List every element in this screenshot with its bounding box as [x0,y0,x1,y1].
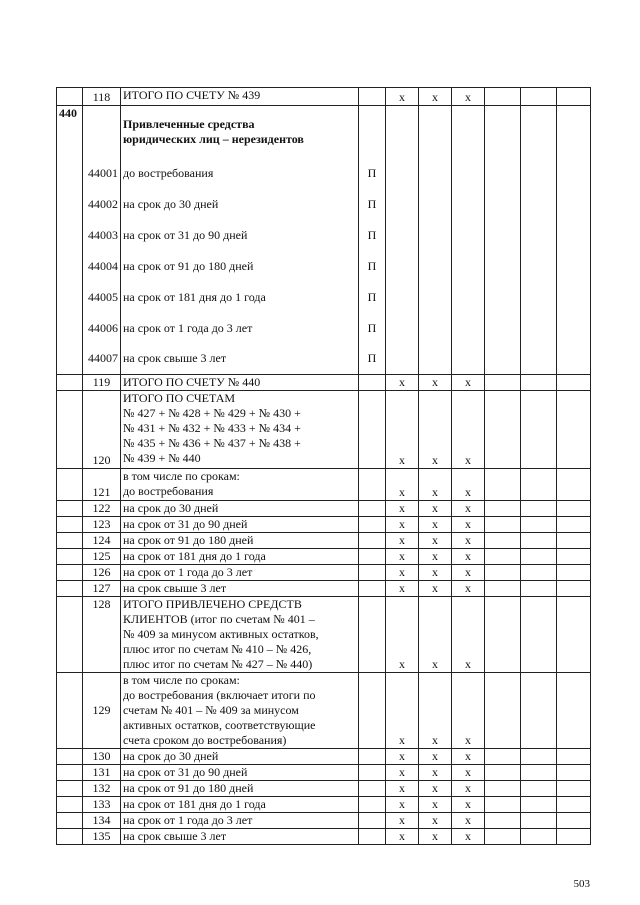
x-mark-cell: x [419,565,452,581]
value-cell [485,313,521,344]
x-mark-cell: x [419,749,452,765]
value-cell [419,313,452,344]
value-cell [485,597,521,673]
type-cell: П [359,251,386,282]
x-mark-cell: x [452,88,485,106]
type-cell [359,88,386,106]
type-cell [359,781,386,797]
value-cell [521,549,557,565]
account-number-cell [57,797,83,813]
value-cell [485,581,521,597]
x-mark-cell: x [452,501,485,517]
value-cell [557,597,591,673]
sub-account-code-cell [83,106,121,158]
table-row [57,565,591,581]
x-mark-cell: x [386,797,419,813]
type-cell: П [359,282,386,313]
account-number-cell [57,673,83,749]
x-mark-cell: x [452,469,485,501]
value-cell [557,813,591,829]
type-cell [359,391,386,469]
value-cell [485,765,521,781]
x-mark-cell: x [386,517,419,533]
type-cell [359,106,386,158]
row-label-cell: ИТОГО ПО СЧЕТУ № 439 [121,88,359,106]
x-mark-cell: x [419,673,452,749]
value-cell [386,282,419,313]
type-cell: П [359,220,386,251]
value-cell [557,565,591,581]
x-mark-cell: x [419,829,452,845]
value-cell [557,189,591,220]
type-cell [359,797,386,813]
value-cell [386,313,419,344]
value-cell [557,88,591,106]
table-row [57,797,591,813]
sub-account-code-cell: 44001 [83,158,121,189]
row-label-cell: ИТОГО ПО СЧЕТУ № 440 [121,375,359,391]
value-cell [386,251,419,282]
table-row [57,749,591,765]
sub-account-code-cell: 44006 [83,313,121,344]
account-number-cell [57,517,83,533]
account-number-cell [57,813,83,829]
row-label-cell: на срок от 91 до 180 дней [121,781,359,797]
row-number-cell: 132 [83,781,121,797]
row-number-cell: 121 [83,469,121,501]
x-mark-cell: x [452,797,485,813]
value-cell [521,106,557,158]
table-row [57,88,591,106]
row-label-cell: на срок свыше 3 лет [121,829,359,845]
row-number-cell: 134 [83,813,121,829]
value-cell [452,220,485,251]
value-cell [485,797,521,813]
type-cell [359,597,386,673]
value-cell [557,517,591,533]
x-mark-cell: x [419,391,452,469]
value-cell [557,282,591,313]
row-label-cell: на срок до 30 дней [121,501,359,517]
value-cell [452,282,485,313]
table-row [57,549,591,565]
table-row [57,189,591,220]
account-number-cell [57,565,83,581]
table-row [57,251,591,282]
account-number-cell [57,282,83,313]
row-label-cell: на срок до 30 дней [121,749,359,765]
account-number-cell [57,533,83,549]
x-mark-cell: x [452,597,485,673]
value-cell [485,829,521,845]
row-number-cell: 127 [83,581,121,597]
table-row [57,313,591,344]
account-number-cell [57,749,83,765]
value-cell [485,533,521,549]
value-cell [557,673,591,749]
value-cell [386,189,419,220]
x-mark-cell: x [386,549,419,565]
x-mark-cell: x [386,375,419,391]
value-cell [521,565,557,581]
table-row [57,501,591,517]
row-number-cell: 118 [83,88,121,106]
account-number-cell [57,549,83,565]
account-number-cell [57,313,83,344]
table-row [57,517,591,533]
x-mark-cell: x [386,533,419,549]
x-mark-cell: x [386,565,419,581]
value-cell [419,251,452,282]
accounts-table [56,87,591,845]
type-cell [359,749,386,765]
row-number-cell: 124 [83,533,121,549]
x-mark-cell: x [386,813,419,829]
value-cell [485,673,521,749]
account-number-cell [57,581,83,597]
type-cell [359,517,386,533]
table-row [57,375,591,391]
row-label-cell: на срок от 91 до 180 дней [121,251,359,282]
value-cell [521,391,557,469]
row-label-cell: на срок свыше 3 лет [121,344,359,375]
value-cell [452,251,485,282]
x-mark-cell: x [386,781,419,797]
value-cell [521,533,557,549]
row-number-cell: 129 [83,673,121,749]
type-cell [359,375,386,391]
value-cell [521,88,557,106]
x-mark-cell: x [452,673,485,749]
account-number-cell [57,469,83,501]
x-mark-cell: x [419,533,452,549]
row-label-cell: ИТОГО ПО СЧЕТАМ № 427 + № 428 + № 429 + № 430 + № 431 + № 432 + № 433 + № 434 + № 435 + № 436 + № 437 + № 438 + № 439 + № 440 [121,391,359,469]
value-cell [521,597,557,673]
x-mark-cell: x [386,501,419,517]
value-cell [557,797,591,813]
x-mark-cell: x [452,391,485,469]
x-mark-cell: x [452,375,485,391]
account-number-cell [57,158,83,189]
value-cell [557,220,591,251]
row-number-cell: 135 [83,829,121,845]
row-number-cell: 119 [83,375,121,391]
row-number-cell: 131 [83,765,121,781]
value-cell [485,549,521,565]
type-cell: П [359,158,386,189]
type-cell [359,829,386,845]
value-cell [386,106,419,158]
row-number-cell: 125 [83,549,121,565]
account-number-cell [57,501,83,517]
sub-account-code-cell: 44002 [83,189,121,220]
row-label-cell: на срок от 31 до 90 дней [121,765,359,781]
table-row [57,829,591,845]
value-cell [485,106,521,158]
value-cell [386,158,419,189]
row-number-cell: 122 [83,501,121,517]
row-label-cell: на срок от 181 дня до 1 года [121,797,359,813]
type-cell [359,765,386,781]
row-number-cell: 133 [83,797,121,813]
value-cell [521,189,557,220]
x-mark-cell: x [452,749,485,765]
table-row [57,781,591,797]
value-cell [452,313,485,344]
x-mark-cell: x [419,88,452,106]
account-number-cell [57,781,83,797]
x-mark-cell: x [386,88,419,106]
value-cell [386,220,419,251]
value-cell [485,88,521,106]
value-cell [485,813,521,829]
table-row [57,533,591,549]
x-mark-cell: x [452,517,485,533]
sub-account-code-cell: 44005 [83,282,121,313]
value-cell [521,251,557,282]
x-mark-cell: x [386,765,419,781]
x-mark-cell: x [419,781,452,797]
value-cell [452,158,485,189]
value-cell [557,391,591,469]
row-label-cell: ИТОГО ПРИВЛЕЧЕНО СРЕДСТВ КЛИЕНТОВ (итог по счетам № 401 – № 409 за минусом активных остатков, плюс итог по счетам № 410 – № 426, плюс итог по счетам № 427 – № 440) [121,597,359,673]
value-cell [485,375,521,391]
account-number-cell [57,220,83,251]
value-cell [557,533,591,549]
account-number-cell [57,88,83,106]
x-mark-cell: x [419,517,452,533]
value-cell [521,517,557,533]
x-mark-cell: x [452,781,485,797]
value-cell [557,106,591,158]
value-cell [485,251,521,282]
x-mark-cell: x [452,565,485,581]
value-cell [521,765,557,781]
value-cell [419,220,452,251]
value-cell [557,581,591,597]
value-cell [521,813,557,829]
type-cell: П [359,189,386,220]
x-mark-cell: x [386,673,419,749]
row-label-cell: на срок от 181 дня до 1 года [121,282,359,313]
value-cell [485,158,521,189]
table-row [57,220,591,251]
x-mark-cell: x [452,829,485,845]
value-cell [485,391,521,469]
value-cell [557,251,591,282]
value-cell [521,313,557,344]
account-number-cell [57,829,83,845]
x-mark-cell: x [386,829,419,845]
value-cell [521,344,557,375]
value-cell [419,344,452,375]
value-cell [419,189,452,220]
value-cell [557,158,591,189]
value-cell [521,581,557,597]
value-cell [485,469,521,501]
row-label-cell: на срок до 30 дней [121,189,359,220]
account-number-cell [57,597,83,673]
value-cell [485,220,521,251]
x-mark-cell: x [419,469,452,501]
value-cell [521,829,557,845]
x-mark-cell: x [419,375,452,391]
x-mark-cell: x [386,391,419,469]
account-number-cell [57,189,83,220]
sub-account-code-cell: 44004 [83,251,121,282]
row-number-cell: 128 [83,597,121,673]
x-mark-cell: x [452,581,485,597]
row-label-cell: на срок от 1 года до 3 лет [121,813,359,829]
value-cell [521,781,557,797]
account-number-cell [57,375,83,391]
x-mark-cell: x [419,813,452,829]
value-cell [419,282,452,313]
table-row [57,391,591,469]
type-cell [359,533,386,549]
value-cell [557,765,591,781]
x-mark-cell: x [386,469,419,501]
type-cell [359,501,386,517]
table-row [57,813,591,829]
sub-account-code-cell: 44007 [83,344,121,375]
table-row [57,673,591,749]
value-cell [557,549,591,565]
row-label-cell: в том числе по срокам: до востребования [121,469,359,501]
value-cell [557,344,591,375]
row-label-cell: в том числе по срокам: до востребования (включает итоги по счетам № 401 – № 409 за минусом активных остатков, соответствующие счета сроком до востребования) [121,673,359,749]
table-row [57,581,591,597]
type-cell [359,549,386,565]
value-cell [452,189,485,220]
row-label-cell: на срок от 1 года до 3 лет [121,313,359,344]
table-row [57,282,591,313]
x-mark-cell: x [386,597,419,673]
account-number-cell: 440 [57,106,83,158]
row-label-cell: на срок от 31 до 90 дней [121,517,359,533]
row-label-cell: на срок от 181 дня до 1 года [121,549,359,565]
value-cell [419,106,452,158]
value-cell [557,829,591,845]
type-cell [359,565,386,581]
value-cell [521,501,557,517]
account-number-cell [57,765,83,781]
value-cell [485,565,521,581]
value-cell [485,344,521,375]
value-cell [557,375,591,391]
value-cell [521,375,557,391]
x-mark-cell: x [386,749,419,765]
row-label-cell: Привлеченные средства юридических лиц – нерезидентов [121,106,359,158]
value-cell [485,781,521,797]
x-mark-cell: x [419,597,452,673]
type-cell: П [359,344,386,375]
x-mark-cell: x [452,813,485,829]
x-mark-cell: x [419,765,452,781]
x-mark-cell: x [419,797,452,813]
row-number-cell: 123 [83,517,121,533]
table-row [57,597,591,673]
page-number: 503 [573,878,590,890]
value-cell [557,469,591,501]
value-cell [485,282,521,313]
value-cell [452,344,485,375]
value-cell [485,501,521,517]
value-cell [557,749,591,765]
value-cell [557,313,591,344]
value-cell [557,501,591,517]
type-cell [359,581,386,597]
value-cell [521,220,557,251]
sub-account-code-cell: 44003 [83,220,121,251]
table-row [57,106,591,158]
row-label-cell: на срок от 91 до 180 дней [121,533,359,549]
x-mark-cell: x [452,765,485,781]
account-number-cell [57,391,83,469]
x-mark-cell: x [419,581,452,597]
row-number-cell: 120 [83,391,121,469]
x-mark-cell: x [452,533,485,549]
x-mark-cell: x [419,549,452,565]
type-cell: П [359,313,386,344]
table-row [57,344,591,375]
account-number-cell [57,251,83,282]
value-cell [485,517,521,533]
table-row [57,158,591,189]
value-cell [419,158,452,189]
row-label-cell: на срок от 31 до 90 дней [121,220,359,251]
row-label-cell: до востребования [121,158,359,189]
value-cell [521,749,557,765]
value-cell [521,673,557,749]
table-row [57,469,591,501]
x-mark-cell: x [452,549,485,565]
table-row [57,765,591,781]
value-cell [521,469,557,501]
row-label-cell: на срок свыше 3 лет [121,581,359,597]
value-cell [521,158,557,189]
value-cell [557,781,591,797]
x-mark-cell: x [386,581,419,597]
row-label-cell: на срок от 1 года до 3 лет [121,565,359,581]
type-cell [359,469,386,501]
value-cell [485,749,521,765]
account-number-cell [57,344,83,375]
value-cell [386,344,419,375]
value-cell [485,189,521,220]
type-cell [359,673,386,749]
value-cell [452,106,485,158]
row-number-cell: 130 [83,749,121,765]
type-cell [359,813,386,829]
row-number-cell: 126 [83,565,121,581]
value-cell [521,797,557,813]
x-mark-cell: x [419,501,452,517]
value-cell [521,282,557,313]
table-body [57,88,591,845]
